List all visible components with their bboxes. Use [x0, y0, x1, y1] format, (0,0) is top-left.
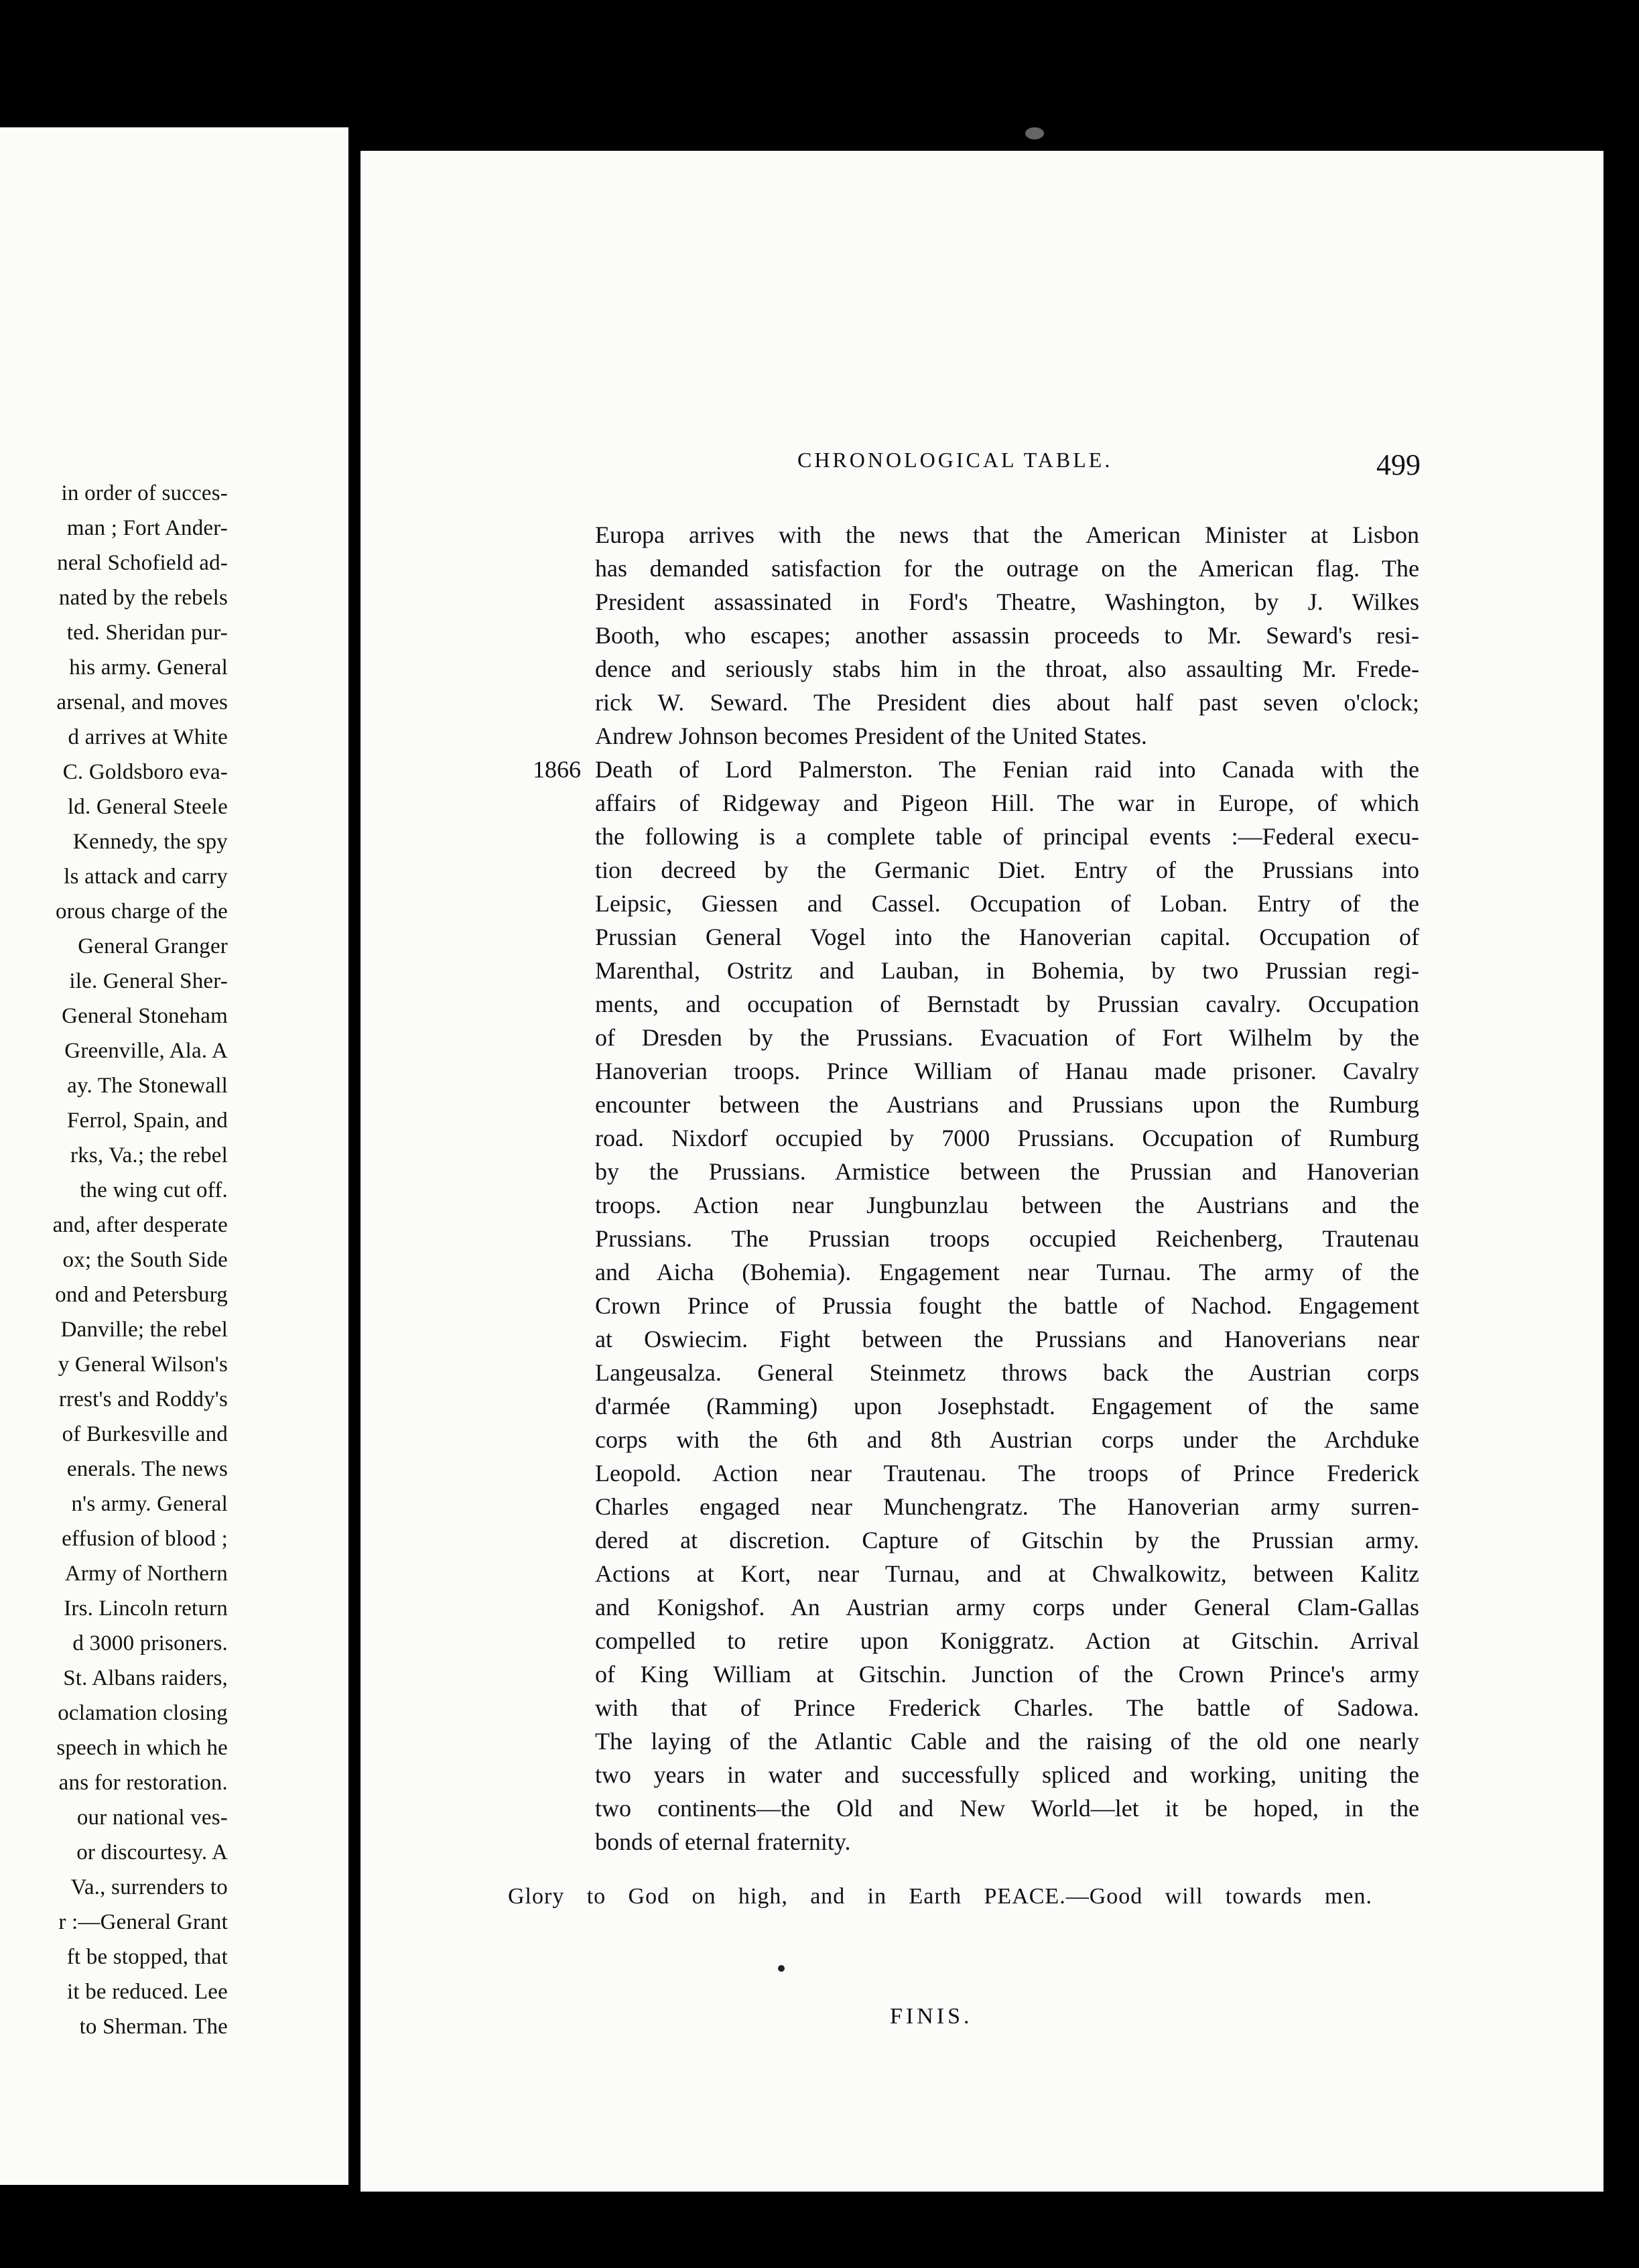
entry-line: Prussians. The Prussian troops occupied Reichenberg, Trautenau: [595, 1225, 1419, 1252]
left-page-line: ls attack and carry: [64, 865, 228, 889]
left-page-line: ans for restoration.: [58, 1771, 228, 1795]
left-page-line: Va., surrenders to: [70, 1875, 228, 1899]
entry-line: dered at discretion. Capture of Gitschin by the Prussian army.: [595, 1527, 1419, 1554]
entry-line: and Aicha (Bohemia). Engagement near Turnau. The army of the: [595, 1259, 1419, 1285]
entry-line: road. Nixdorf occupied by 7000 Prussians. Occupation of Rumburg: [595, 1125, 1419, 1151]
left-page-line: effusion of blood ;: [62, 1527, 228, 1551]
left-page-line: and, after desperate: [52, 1213, 228, 1237]
left-page-line: Ferrol, Spain, and: [66, 1109, 228, 1133]
entry-line: Langeusalza. General Steinmetz throws back the Austrian corps: [595, 1359, 1419, 1386]
entry-line: affairs of Ridgeway and Pigeon Hill. The war in Europe, of which: [595, 790, 1419, 816]
entry-line: Prussian General Vogel into the Hanoverian capital. Occupation of: [595, 924, 1419, 950]
entry-line: and Konigshof. An Austrian army corps under General Clam-Gallas: [595, 1594, 1419, 1621]
left-page-line: General Granger: [78, 934, 228, 958]
left-page-line: ile. General Sher-: [69, 969, 228, 993]
left-page-line: ond and Petersburg: [55, 1283, 228, 1307]
left-page-line: ft be stopped, that: [66, 1945, 228, 1969]
left-page-line: of Burkesville and: [62, 1422, 228, 1446]
left-page-line: Irs. Lincoln return: [64, 1596, 228, 1621]
entry-line: encounter between the Austrians and Prussians upon the Rumburg: [595, 1091, 1419, 1118]
entry-line: Marenthal, Ostritz and Lauban, in Bohemia, by two Prussian regi-: [595, 957, 1419, 984]
entry-line: by the Prussians. Armistice between the Prussian and Hanoverian: [595, 1158, 1419, 1185]
ink-smudge: [1025, 127, 1044, 139]
left-page-line: n's army. General: [71, 1492, 228, 1516]
entry-line: two continents—the Old and New World—let it be hoped, in the: [595, 1795, 1419, 1822]
entry-line: at Oswiecim. Fight between the Prussians and Hanoverians near: [595, 1326, 1419, 1352]
left-page-line: Greenville, Ala. A: [64, 1039, 228, 1063]
left-page-line: the wing cut off.: [80, 1178, 228, 1202]
left-page-line: man ; Fort Ander-: [66, 516, 228, 540]
left-page-line: d arrives at White: [68, 725, 228, 749]
left-page-line: arsenal, and moves: [56, 690, 228, 714]
left-page-line: C. Goldsboro eva-: [62, 760, 228, 784]
book-gutter: [348, 127, 360, 2185]
entry-line: bonds of eternal fraternity.: [595, 1828, 851, 1855]
left-page-line: enerals. The news: [66, 1457, 228, 1481]
left-page-line: rks, Va.; the rebel: [70, 1143, 228, 1168]
entry-line: dence and seriously stabs him in the throat, also assaulting Mr. Frede-: [595, 655, 1419, 682]
entry-year: 1866: [533, 756, 581, 783]
left-page-line: rrest's and Roddy's: [58, 1387, 228, 1411]
left-page-line: in order of succes-: [61, 481, 228, 505]
entry-line: Death of Lord Palmerston. The Fenian raid into Canada with the: [595, 756, 1419, 783]
entry-line: the following is a complete table of principal events :—Federal execu-: [595, 823, 1419, 850]
left-page-line: General Stoneham: [62, 1004, 228, 1028]
left-page-line: our national ves-: [76, 1806, 228, 1830]
entry-line: rick W. Seward. The President dies about half past seven o'clock;: [595, 689, 1419, 716]
left-page-line: neral Schofield ad-: [57, 551, 228, 575]
left-page-line: it be reduced. Lee: [67, 1980, 228, 2004]
entry-line: with that of Prince Frederick Charles. The battle of Sadowa.: [595, 1694, 1419, 1721]
running-title: CHRONOLOGICAL TABLE.: [797, 448, 1113, 472]
entry-line: Booth, who escapes; another assassin proceeds to Mr. Seward's resi-: [595, 622, 1419, 649]
left-page-line: orous charge of the: [55, 899, 228, 924]
left-page-line: to Sherman. The: [79, 2015, 228, 2039]
facing-page-left: [0, 127, 348, 2185]
left-page-line: ay. The Stonewall: [67, 1074, 228, 1098]
entry-line: troops. Action near Jungbunzlau between the Austrians and the: [595, 1192, 1419, 1218]
left-page-line: ox; the South Side: [62, 1248, 228, 1272]
entry-line: tion decreed by the Germanic Diet. Entry of the Prussians into: [595, 857, 1419, 883]
left-page-line: speech in which he: [56, 1736, 228, 1760]
left-page-line: Kennedy, the spy: [72, 830, 228, 854]
entry-line: Hanoverian troops. Prince William of Hanau made prisoner. Cavalry: [595, 1058, 1419, 1084]
entry-line: compelled to retire upon Koniggratz. Action at Gitschin. Arrival: [595, 1627, 1419, 1654]
closing-motto: Glory to God on high, and in Earth PEACE.—Good will towards men.: [508, 1884, 1372, 1909]
entry-line: Europa arrives with the news that the American Minister at Lisbon: [595, 521, 1419, 548]
left-page-line: r :—General Grant: [58, 1910, 228, 1934]
left-page-line: d 3000 prisoners.: [72, 1631, 228, 1655]
entry-line: The laying of the Atlantic Cable and the raising of the old one nearly: [595, 1728, 1419, 1755]
entry-line: President assassinated in Ford's Theatre, Washington, by J. Wilkes: [595, 588, 1419, 615]
ornament-dot: [778, 1965, 785, 1972]
left-page-line: oclamation closing: [58, 1701, 228, 1725]
left-page-line: y General Wilson's: [58, 1352, 228, 1377]
left-page-line: St. Albans raiders,: [63, 1666, 228, 1690]
left-page-line: Army of Northern: [64, 1562, 228, 1586]
entry-line: ments, and occupation of Bernstadt by Prussian cavalry. Occupation: [595, 991, 1419, 1017]
entry-line: Leopold. Action near Trautenau. The troops of Prince Frederick: [595, 1460, 1419, 1487]
entry-line: d'armée (Ramming) upon Josephstadt. Engagement of the same: [595, 1393, 1419, 1420]
entry-line: of King William at Gitschin. Junction of the Crown Prince's army: [595, 1661, 1419, 1688]
left-page-line: Danville; the rebel: [60, 1318, 228, 1342]
entry-line: Leipsic, Giessen and Cassel. Occupation of Loban. Entry of the: [595, 890, 1419, 917]
left-page-line: nated by the rebels: [58, 586, 228, 610]
entry-line: Charles engaged near Munchengratz. The Hanoverian army surren-: [595, 1493, 1419, 1520]
finis-label: FINIS.: [890, 2004, 973, 2029]
entry-line: corps with the 6th and 8th Austrian corps under the Archduke: [595, 1426, 1419, 1453]
entry-line: has demanded satisfaction for the outrage on the American flag. The: [595, 555, 1419, 582]
entry-line: Andrew Johnson becomes President of the United States.: [595, 722, 1147, 749]
entry-line: Crown Prince of Prussia fought the battle of Nachod. Engagement: [595, 1292, 1419, 1319]
page-number: 499: [1376, 448, 1421, 481]
left-page-line: ld. General Steele: [67, 795, 228, 819]
left-page-line: ted. Sheridan pur-: [66, 621, 228, 645]
entry-line: two years in water and successfully spliced and working, uniting the: [595, 1761, 1419, 1788]
entry-line: Actions at Kort, near Turnau, and at Chwalkowitz, between Kalitz: [595, 1560, 1419, 1587]
left-page-line: his army. General: [69, 655, 228, 680]
entry-line: of Dresden by the Prussians. Evacuation of Fort Wilhelm by the: [595, 1024, 1419, 1051]
left-page-line: or discourtesy. A: [76, 1840, 228, 1865]
